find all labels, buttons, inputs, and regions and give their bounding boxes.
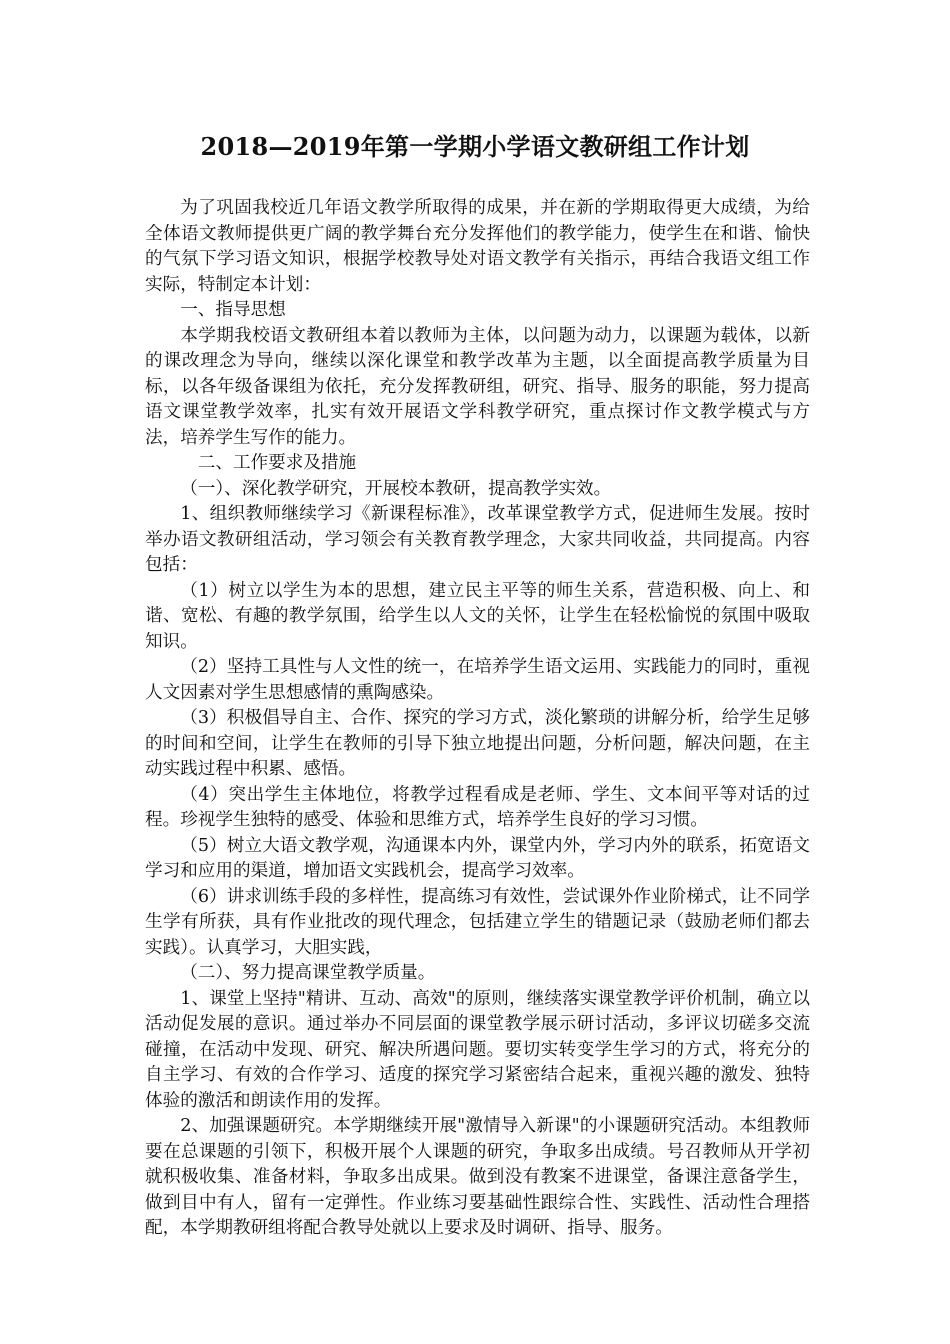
body-paragraph: 本学期我校语文教研组本着以教师为主体，以问题为动力，以课题为载体，以新的课改理念为导向，继续以深化课堂和教学改革为主题，以全面提高教学质量为目标，以各年级备课组为依托，充分发挥教研组，研究、指导、服务的职能，努力提高语文课堂教学效率，扎实有效开展语文学科教学研究，重点探讨作文教学模式与方法，培养学生写作的能力。 xyxy=(145,325,810,448)
section-heading: 一、指导思想 xyxy=(180,300,286,320)
document-body xyxy=(145,196,810,1242)
body-paragraph: （4）突出学生主体地位，将教学过程看成是老师、学生、文本间平等对话的过程。珍视学生独特的感受、体验和思维方式，培养学生良好的学习习惯。 xyxy=(145,784,810,830)
document-title: 2018—2019年第一学期小学语文教研组工作计划 xyxy=(200,132,750,161)
section-heading: 二、工作要求及措施 xyxy=(197,453,357,473)
section-heading: （二）、努力提高课堂教学质量。 xyxy=(180,963,436,983)
body-paragraph: 2、加强课题研究。本学期继续开展"激情导入新课"的小课题研究活动。本组教师要在总课题的引领下，积极开展个人课题的研究，争取多出成绩。号召教师从开学初就积极收集、准备材料，争取多出成果。做到没有教案不进课堂，备课注意备学生，做到目中有人，留有一定弹性。作业练习要基础性跟综合性、实践性、活动性合理搭配，本学期教研组将配合教导处就以上要求及时调研、指导、服务。 xyxy=(145,1116,810,1238)
section-heading: （一）、深化教学研究，开展校本教研，提高教学实效。 xyxy=(180,478,612,499)
body-paragraph: （1）树立以学生为本的思想，建立民主平等的师生关系，营造积极、向上、和谐、宽松、有趣的教学氛围，给学生以人文的关怀，让学生在轻松愉悦的氛围中吸取知识。 xyxy=(145,580,810,652)
body-paragraph: 1、课堂上坚持"精讲、互动、高效"的原则，继续落实课堂教学评价机制，确立以活动促发展的意识。通过举办不同层面的课堂教学展示研讨活动，多评议切磋多交流碰撞，在活动中发现、研究、解决所遇问题。要切实转变学生学习的方式，将充分的自主学习、有效的合作学习、适度的探究学习紧密结合起来，重视兴趣的激发、独特体验的激活和朗读作用的发挥。 xyxy=(145,988,810,1111)
body-paragraph: （3）积极倡导自主、合作、探究的学习方式，淡化繁琐的讲解分析，给学生足够的时间和空间，让学生在教师的引导下独立地提出问题，分析问题，解决问题，在主动实践过程中积累、感悟。 xyxy=(145,708,810,779)
body-paragraph: （5）树立大语文教学观，沟通课本内外，课堂内外，学习内外的联系，拓宽语文学习和应用的渠道，增加语文实践机会，提高学习效率。 xyxy=(145,835,810,881)
body-paragraph: 为了巩固我校近几年语文教学所取得的成果，并在新的学期取得更大成绩，为给全体语文教师提供更广阔的教学舞台充分发挥他们的教学能力，使学生在和谐、愉快的气氛下学习语文知识，根据学校教导处对语文教学有关指示，再结合我语文组工作实际，特制定本计划： xyxy=(145,198,810,295)
body-paragraph: 1、组织教师继续学习《新课程标准》，改革课堂教学方式，促进师生发展。按时举办语文教研组活动，学习领会有关教育教学理念，大家共同收益，共同提高。内容包括： xyxy=(145,504,810,575)
body-paragraph: （2）坚持工具性与人文性的统一，在培养学生语文运用、实践能力的同时，重视人文因素对学生思想感情的熏陶感染。 xyxy=(145,657,810,703)
body-paragraph: （6）讲求训练手段的多样性，提高练习有效性，尝试课外作业阶梯式，让不同学生学有所获，具有作业批改的现代理念，包括建立学生的错题记录（鼓励老师们都去实践）。认真学习，大胆实践， xyxy=(145,886,810,958)
